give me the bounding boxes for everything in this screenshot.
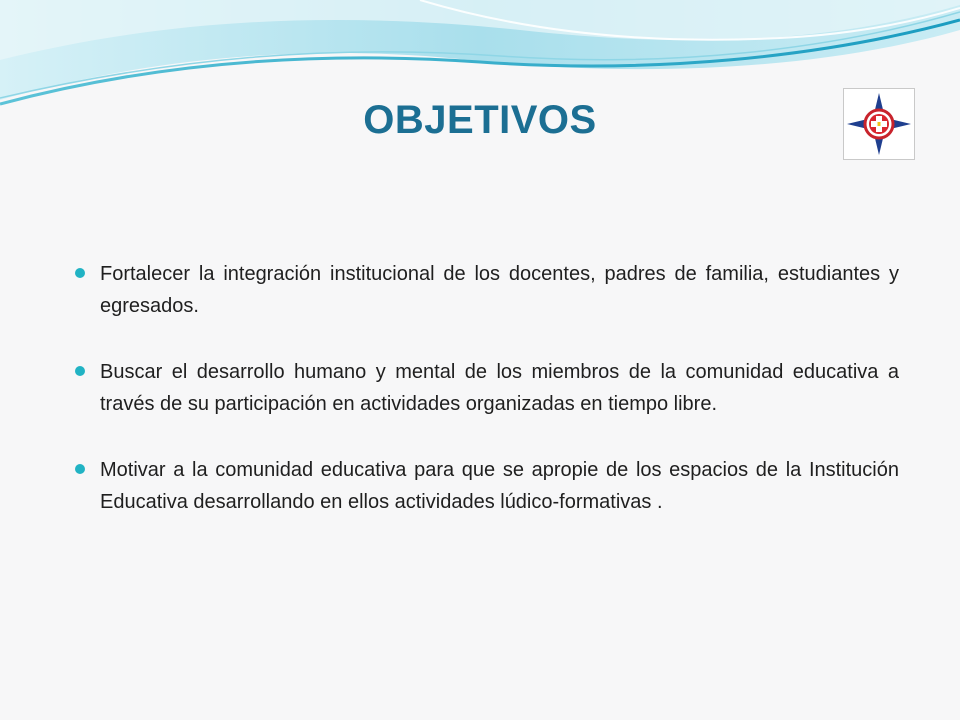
list-item [100,258,899,322]
list-item [100,356,899,420]
institution-logo [843,88,915,160]
bullet-text: Buscar el desarrollo humano y mental de los miembros de la comunidad educativa a través de su participación en actividades organizadas en tiempo libre. [100,361,899,415]
bullet-text: Fortalecer la integración institucional de los docentes, padres de familia, estudiantes y egresados. [100,263,899,317]
objectives-list [100,258,899,552]
bullet-dot-icon [75,268,85,278]
page-title: OBJETIVOS [363,98,597,142]
bullet-dot-icon [75,366,85,376]
compass-rose-cross-icon [844,89,914,159]
bullet-dot-icon [75,464,85,474]
list-item [100,454,899,518]
bullet-text: Motivar a la comunidad educativa para que se apropie de los espacios de la Institución Educativa desarrollando en ellos actividades lúdico-formativas . [100,459,899,513]
